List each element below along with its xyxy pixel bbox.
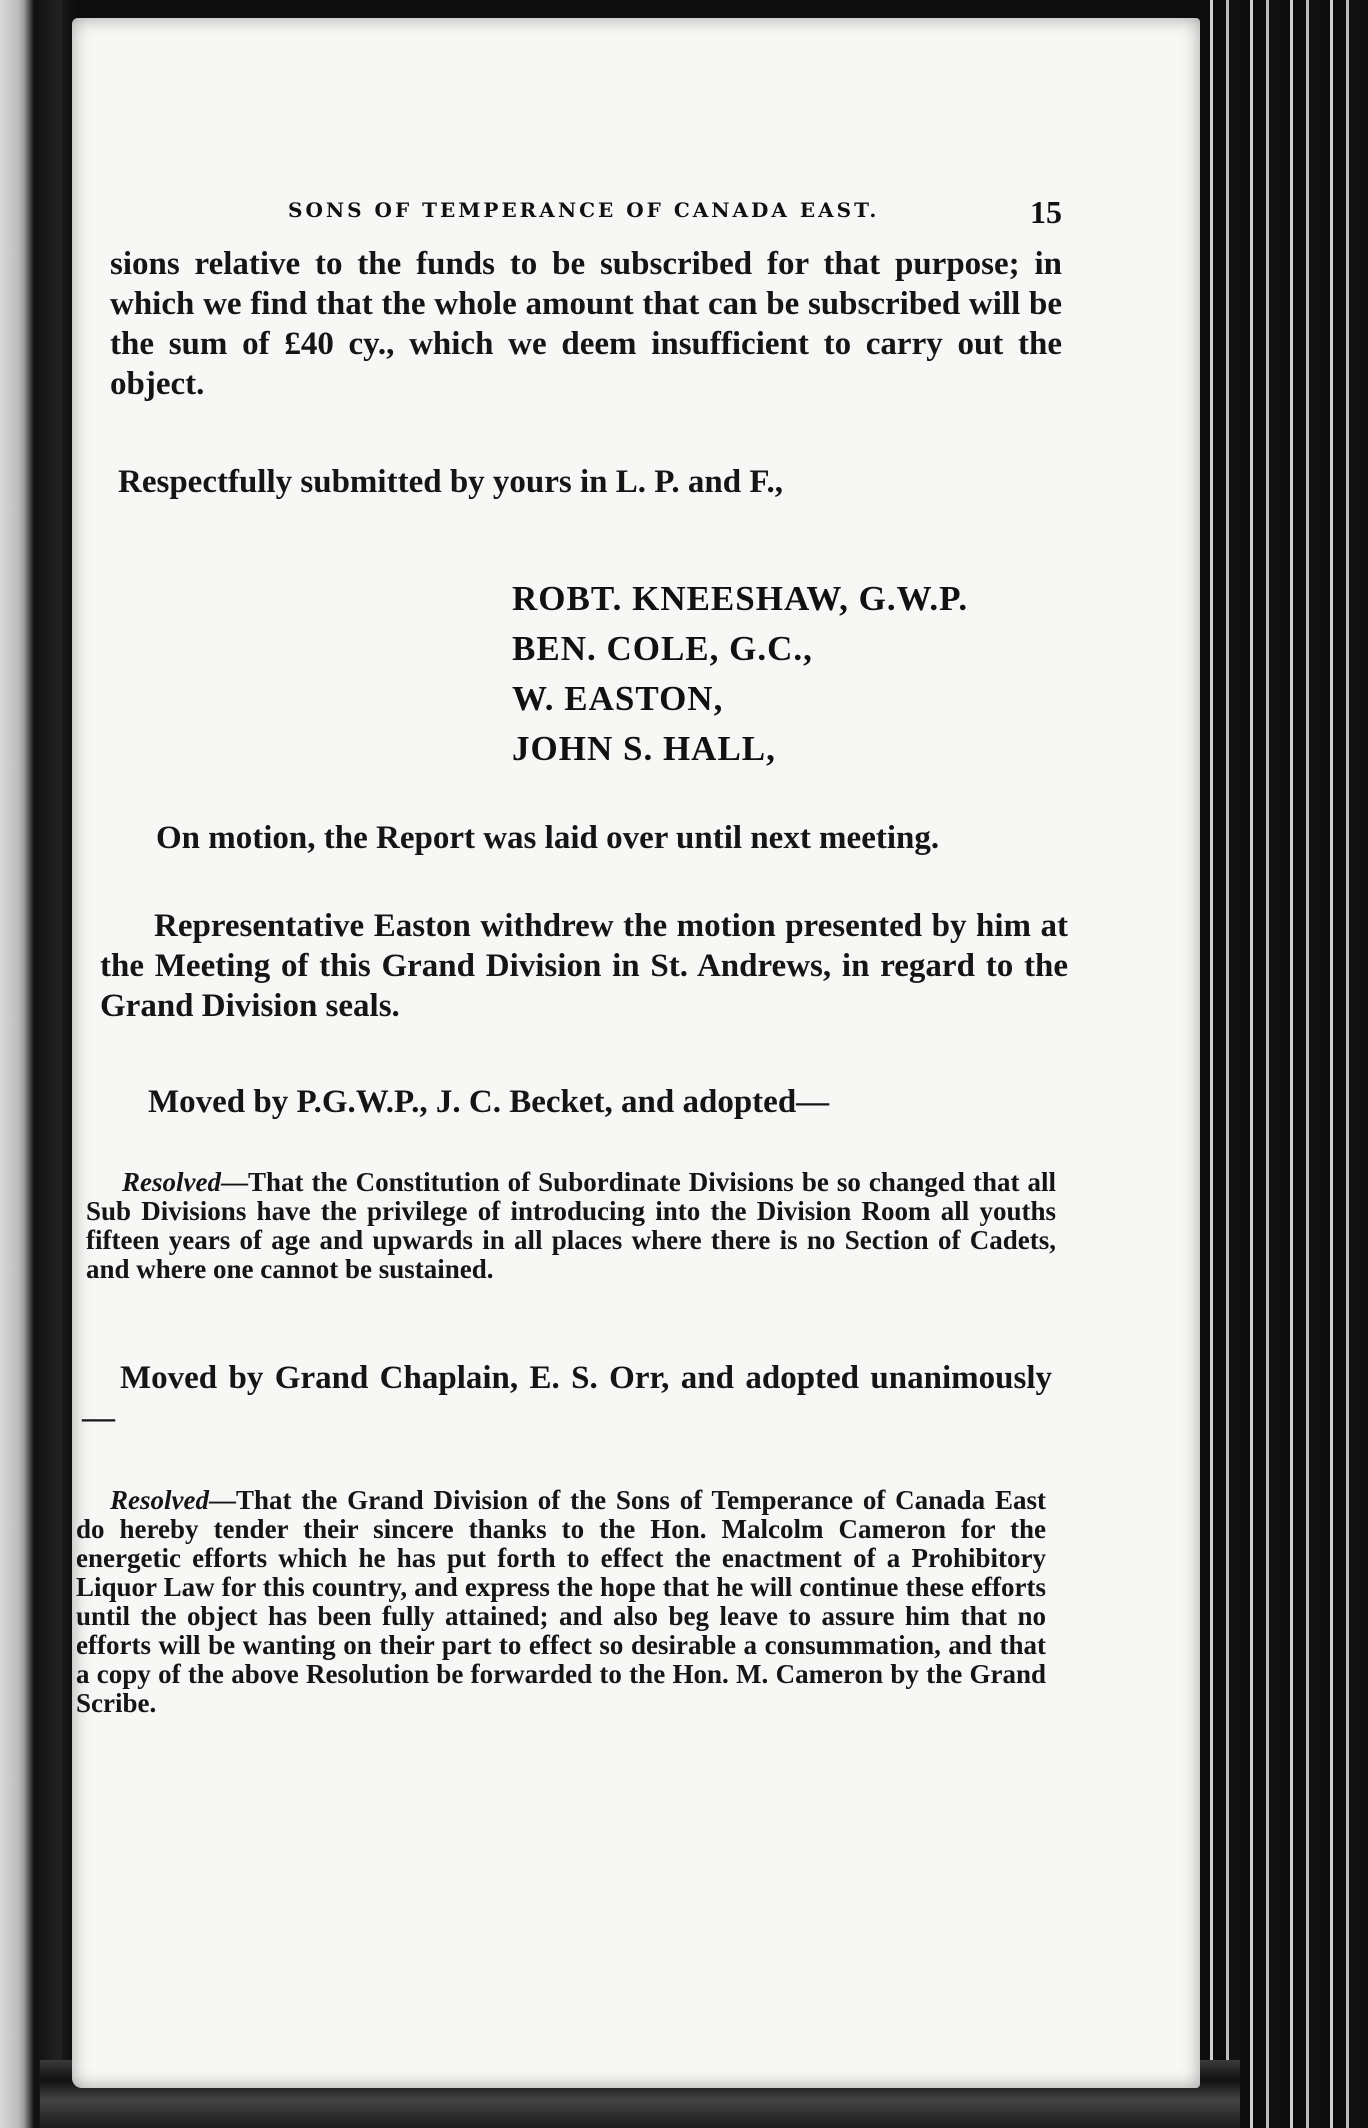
resolution-cameron-thanks [76,1486,1046,1718]
paragraph-easton-withdrew: Representative Easton withdrew the motion presented by him at the Meeting of this Grand Division in St. Andrews, in regard to the Grand Division seals. [100,908,1068,1024]
signatory: BEN. COLE, G.C., [512,629,813,668]
paragraph-on-motion: On motion, the Report was laid over until next meeting. [156,820,940,856]
resolution-text: —That the Grand Division of the Sons of Temperance of Canada East do hereby tender their sincere thanks to the Hon. Malcolm Cameron for the energetic efforts which he has put forth to effect the enactment of a Prohibitory Liquor Law for this country, and express the hope that he will continue these efforts until the object has been fully attained; and also beg leave to assure him that no efforts will be wanting on their part to effect so desirable a consummation, and that a copy of the above Resolution be forwarded to the Hon. M. Cameron by the Grand Scribe. [76,1485,1046,1718]
resolved-lead: Resolved [122,1167,221,1197]
paragraph-moved-orr: Moved by Grand Chaplain, E. S. Orr, and adopted unanimously— [82,1360,1052,1436]
signatory: ROBT. KNEESHAW, G.W.P. [512,579,969,618]
paragraph-report-end: sions relative to the funds to be subscribed for that purpose; in which we find that the whole amount that can be subscribed will be the sum of £40 cy., which we deem insufficient to carry out the object. [110,246,1062,402]
resolution-text: —That the Constitution of Subordinate Divisions be so changed that all Sub Divisions have the privilege of introducing into the Division Room all youths fifteen years of age and upwards in all places where there is no Section of Cadets, and where one cannot be sustained. [86,1167,1056,1284]
page-stack-edges [1200,0,1368,2128]
page-number: 15 [1030,194,1062,230]
paragraph-moved-becket: Moved by P.G.W.P., J. C. Becket, and adopted— [148,1084,830,1120]
page-content [72,18,1200,2088]
left-page-edge [0,0,62,2128]
signatory: W. EASTON, [512,679,724,718]
paragraph-respectfully-submitted: Respectfully submitted by yours in L. P. and F., [118,464,784,500]
resolved-lead: Resolved [110,1485,209,1515]
signatory: JOHN S. HALL, [512,729,776,768]
signatory-list [512,574,968,774]
book-page [72,18,1200,2088]
running-head: SONS OF TEMPERANCE OF CANADA EAST. [288,198,880,222]
resolution-constitution [86,1168,1056,1284]
